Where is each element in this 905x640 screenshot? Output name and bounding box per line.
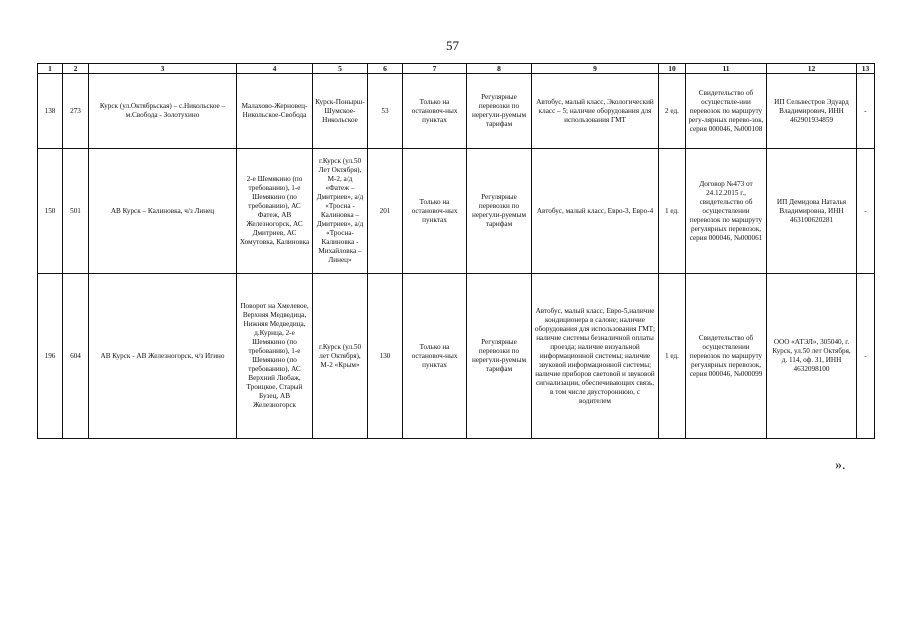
registry-number-cell: 150 bbox=[38, 149, 63, 274]
route-number-cell: 501 bbox=[63, 149, 89, 274]
page-number: 57 bbox=[446, 38, 459, 53]
registry-number-cell: 196 bbox=[38, 274, 63, 439]
route-roads-cell: г.Курск (ул.50 Лет Октября), М-2, а/д «Фатеж – Дмитриев», а/д «Тросна - Калиновка – Дмитриев», а/д «Тросна-Калиновка - Михайловка – Линец» bbox=[313, 149, 368, 274]
route-name-cell: АВ Курск – Калиновка, ч/з Линец bbox=[89, 149, 237, 274]
boarding-procedure-cell: Только на остановоч-ных пунктах bbox=[403, 149, 467, 274]
vehicle-characteristics-cell: Автобус, малый класс, Экологический класс – 5; наличие оборудования для использования ГМТ bbox=[532, 74, 659, 149]
route-roads-cell: Курск-Понырш-Шумское-Никольское bbox=[313, 74, 368, 149]
routes-table bbox=[37, 63, 875, 439]
certificate-cell: Договор №473 от 24.12.2015 г., свидетельство об осуществлении перевозок по маршруту регулярных перевозок, серия 000046, №000061 bbox=[686, 149, 767, 274]
transport-type-cell: Регулярные перевозки по нерегули-руемым тарифам bbox=[467, 149, 532, 274]
route-number-cell: 273 bbox=[63, 74, 89, 149]
route-roads-cell: г.Курск (ул.50 лет Октября), М-2 «Крым» bbox=[313, 274, 368, 439]
certificate-cell: Свидетельство об осуществлении перевозок по маршруту регулярных перевозок, серия 000046, №000099 bbox=[686, 274, 767, 439]
route-length-cell: 201 bbox=[368, 149, 403, 274]
intermediate-stops-cell: Малахово-Жерновец-Никольское-Свобода bbox=[237, 74, 313, 149]
transport-type-cell: Регулярные перевозки по нерегули-руемым тарифам bbox=[467, 274, 532, 439]
route-length-cell: 130 bbox=[368, 274, 403, 439]
route-name-cell: АВ Курск - АВ Железногорск, ч/з Игино bbox=[89, 274, 237, 439]
column-header: 3 bbox=[89, 64, 237, 74]
column-header: 9 bbox=[532, 64, 659, 74]
table-header-row bbox=[38, 64, 875, 74]
column-header: 5 bbox=[313, 64, 368, 74]
closing-quote-mark: ». bbox=[835, 458, 846, 473]
boarding-procedure-cell: Только на остановоч-ных пунктах bbox=[403, 74, 467, 149]
carrier-cell: ИП Демидова Наталья Владимировна, ИНН 463100620281 bbox=[767, 149, 857, 274]
column-header: 4 bbox=[237, 64, 313, 74]
route-name-cell: Курск (ул.Октябрьская) – с.Никольское – м.Свобода - Золотухино bbox=[89, 74, 237, 149]
carrier-cell: ООО «АТЭЛ», 305040, г. Курск, ул.50 лет Октября, д. 114, оф. 31, ИНН 4632098100 bbox=[767, 274, 857, 439]
route-length-cell: 53 bbox=[368, 74, 403, 149]
vehicle-count-cell: 2 ед. bbox=[659, 74, 686, 149]
table-row bbox=[38, 74, 875, 149]
column-header: 13 bbox=[857, 64, 875, 74]
notes-cell: - bbox=[857, 274, 875, 439]
notes-cell: - bbox=[857, 74, 875, 149]
intermediate-stops-cell: 2-е Шемякино (по требованию), 1-е Шемякино (по требованию), АС Фатеж, АВ Железногорск, АС Дмитриев, АС Хомутовка, Калиновка bbox=[237, 149, 313, 274]
table-row bbox=[38, 274, 875, 439]
column-header: 8 bbox=[467, 64, 532, 74]
certificate-cell: Свидетельство об осуществле-нии перевозок по маршруту регу-лярных перево-зок, серия 000046, №000108 bbox=[686, 74, 767, 149]
vehicle-characteristics-cell: Автобус, малый класс, Евро-3, Евро-4 bbox=[532, 149, 659, 274]
notes-cell: - bbox=[857, 149, 875, 274]
transport-type-cell: Регулярные перевозки по нерегули-руемым тарифам bbox=[467, 74, 532, 149]
column-header: 11 bbox=[686, 64, 767, 74]
column-header: 2 bbox=[63, 64, 89, 74]
registry-number-cell: 138 bbox=[38, 74, 63, 149]
boarding-procedure-cell: Только на остановоч-ных пунктах bbox=[403, 274, 467, 439]
column-header: 7 bbox=[403, 64, 467, 74]
route-number-cell: 604 bbox=[63, 274, 89, 439]
column-header: 6 bbox=[368, 64, 403, 74]
vehicle-characteristics-cell: Автобус, малый класс, Евро-5,наличие кондиционера в салоне; наличие оборудования для использования ГМТ; наличие системы безналичной оплаты проезда; наличие визуальной информационной системы; наличие звуковой информационной системы; наличие приборов световой и звуковой сигнализации, обеспечивающих связь, в том числе двустороннюю, с водителем bbox=[532, 274, 659, 439]
vehicle-count-cell: 1 ед. bbox=[659, 149, 686, 274]
vehicle-count-cell: 1 ед. bbox=[659, 274, 686, 439]
column-header: 12 bbox=[767, 64, 857, 74]
column-header: 1 bbox=[38, 64, 63, 74]
carrier-cell: ИП Сельвестров Эдуард Владимирович, ИНН 462901934859 bbox=[767, 74, 857, 149]
table-row bbox=[38, 149, 875, 274]
intermediate-stops-cell: Поворот на Хмелевое, Верхняя Медведица, Нижняя Медведица, д.Курица, 2-е Шемякино (по требованию), 1-е Шемякино (по требованию), АС Верхний Любаж, Троицкое, Старый Бузец, АВ Железногорск bbox=[237, 274, 313, 439]
column-header: 10 bbox=[659, 64, 686, 74]
